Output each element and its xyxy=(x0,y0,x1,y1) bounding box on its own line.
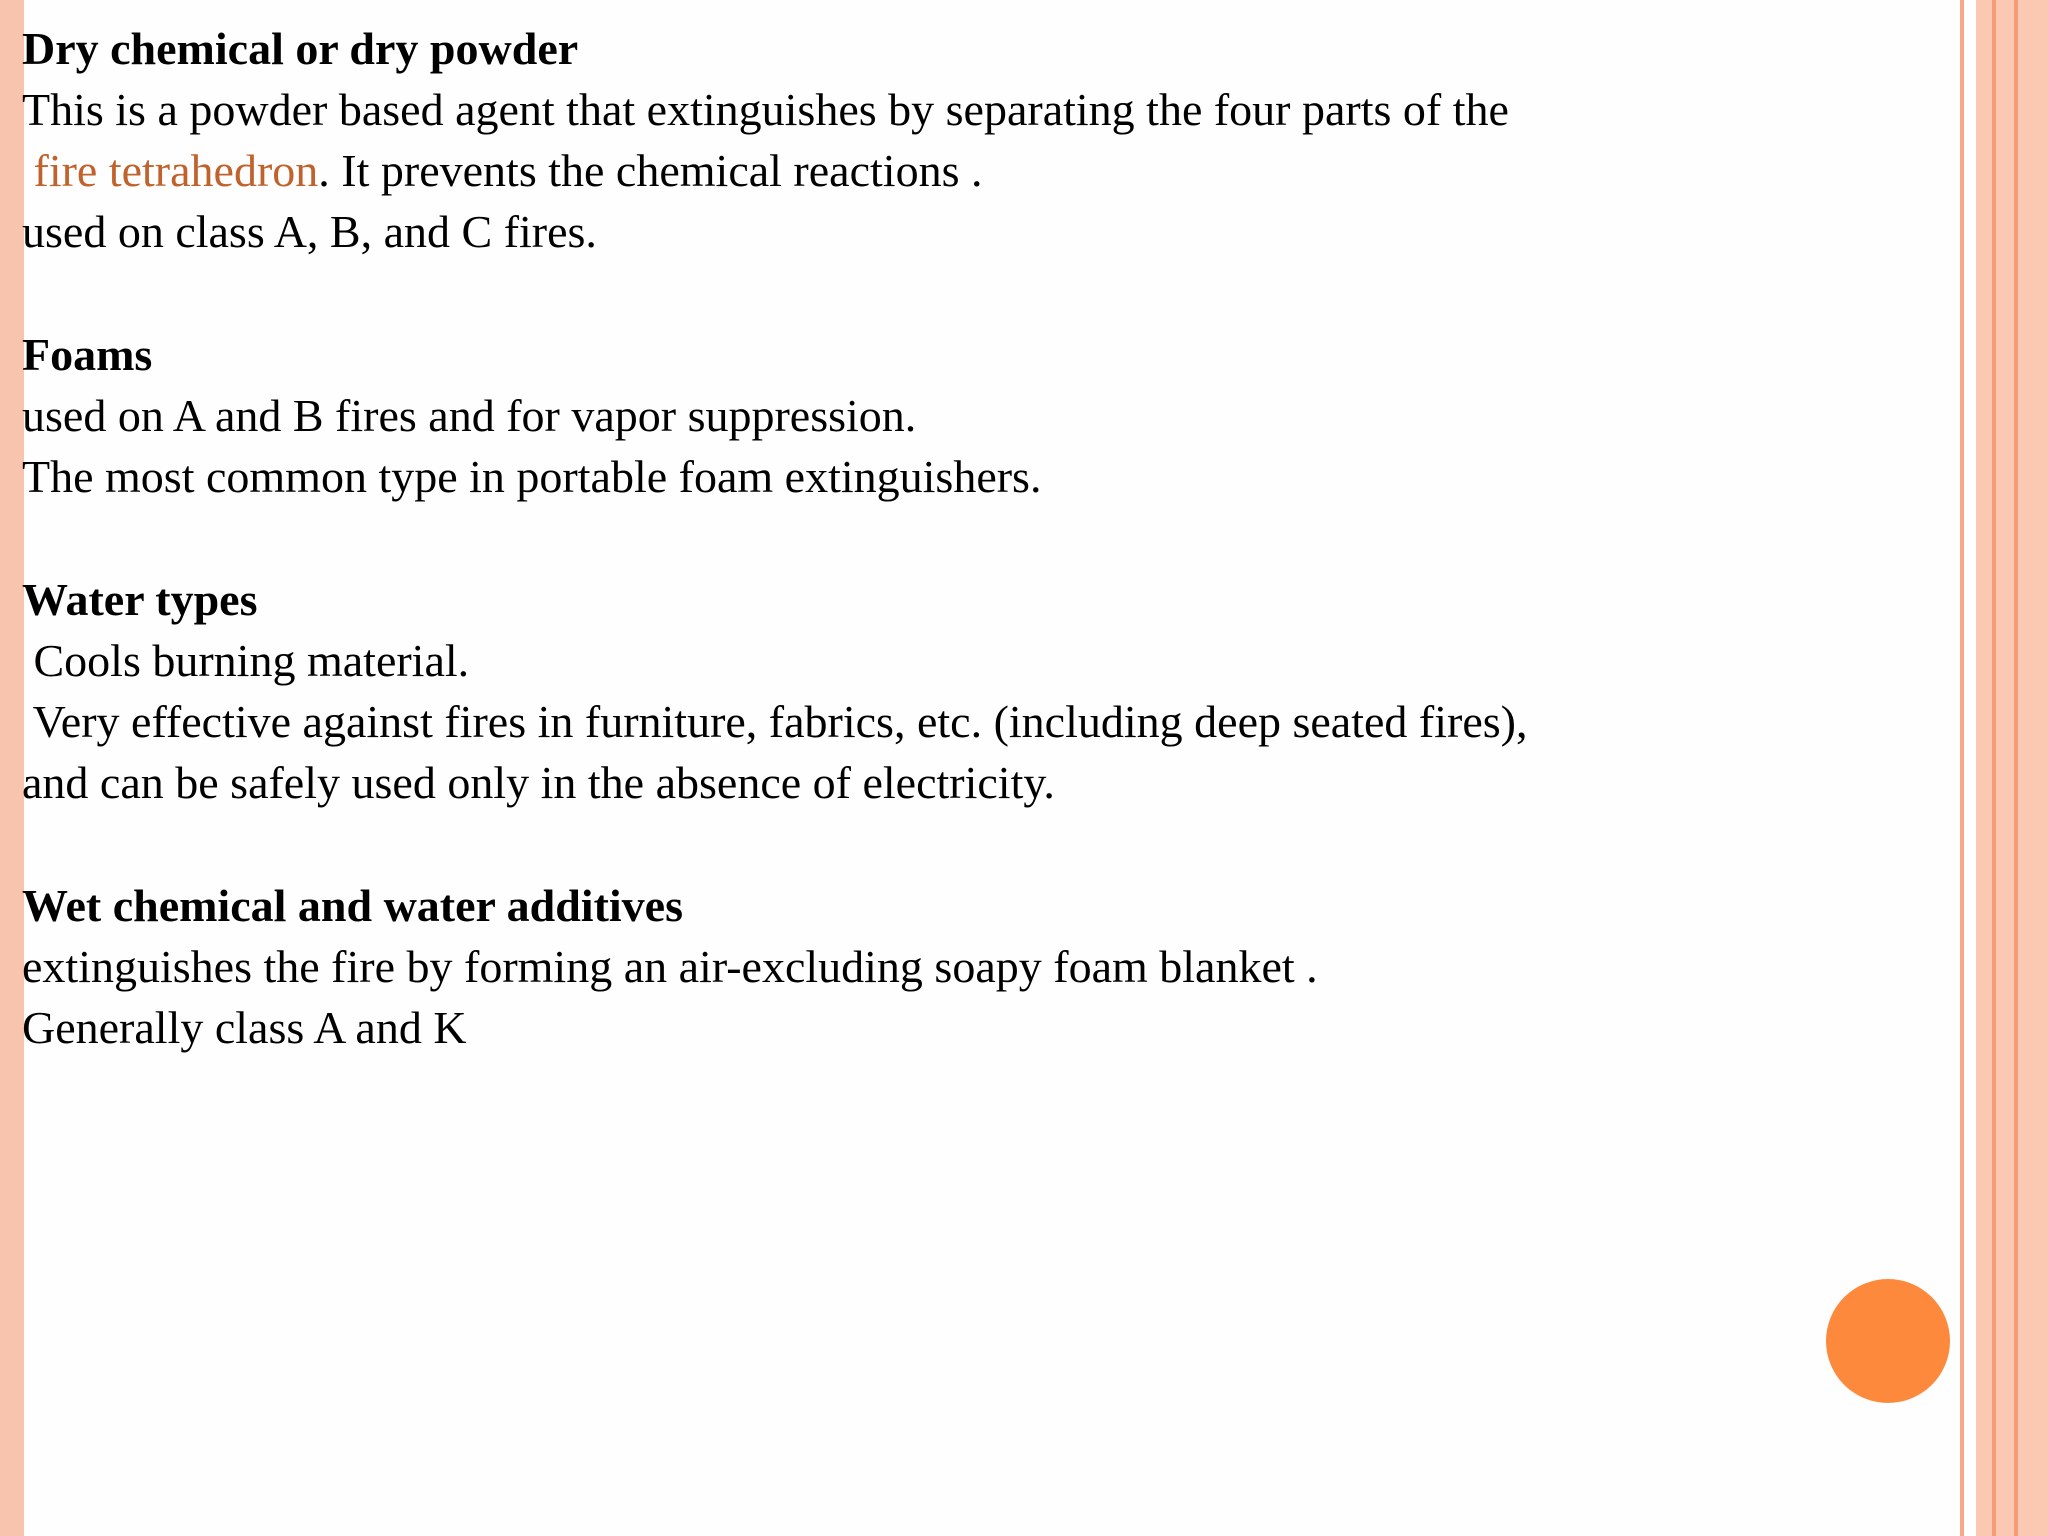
section-water-types xyxy=(22,569,1922,813)
body-line: and can be safely used only in the absence of electricity. xyxy=(22,757,1055,808)
body-line: Cools burning material. xyxy=(22,635,470,686)
section-wet-chemical xyxy=(22,875,1922,1058)
fire-tetrahedron-link[interactable]: fire tetrahedron xyxy=(33,145,319,196)
section-heading: Water types xyxy=(22,574,258,625)
body-line: This is a powder based agent that extinguishes by separating the four parts of the xyxy=(22,84,1509,135)
slide-content xyxy=(22,18,1922,1120)
section-heading: Dry chemical or dry powder xyxy=(22,23,579,74)
section-heading: Foams xyxy=(22,329,153,380)
right-band-stripe xyxy=(1992,0,1996,1536)
body-line: extinguishes the fire by forming an air-excluding soapy foam blanket . xyxy=(22,941,1318,992)
section-dry-chemical xyxy=(22,18,1922,262)
body-line: used on class A, B, and C fires. xyxy=(22,206,597,257)
body-line: used on A and B fires and for vapor suppression. xyxy=(22,390,917,441)
body-text: . It prevents the chemical reactions . xyxy=(318,145,983,196)
section-foams xyxy=(22,324,1922,507)
body-line xyxy=(22,140,1922,201)
body-line: The most common type in portable foam extinguishers. xyxy=(22,451,1042,502)
body-line: Very effective against fires in furniture, fabrics, etc. (including deep seated fires), xyxy=(22,696,1528,747)
section-heading: Wet chemical and water additives xyxy=(22,880,683,931)
body-line: Generally class A and K xyxy=(22,1002,467,1053)
right-accent-band xyxy=(1976,0,2048,1536)
right-band-stripe xyxy=(2014,0,2018,1536)
left-accent-bar xyxy=(0,0,24,1536)
decorative-orange-dot xyxy=(1826,1279,1950,1403)
body-text xyxy=(22,145,34,196)
right-border-gap xyxy=(1964,0,1976,1536)
